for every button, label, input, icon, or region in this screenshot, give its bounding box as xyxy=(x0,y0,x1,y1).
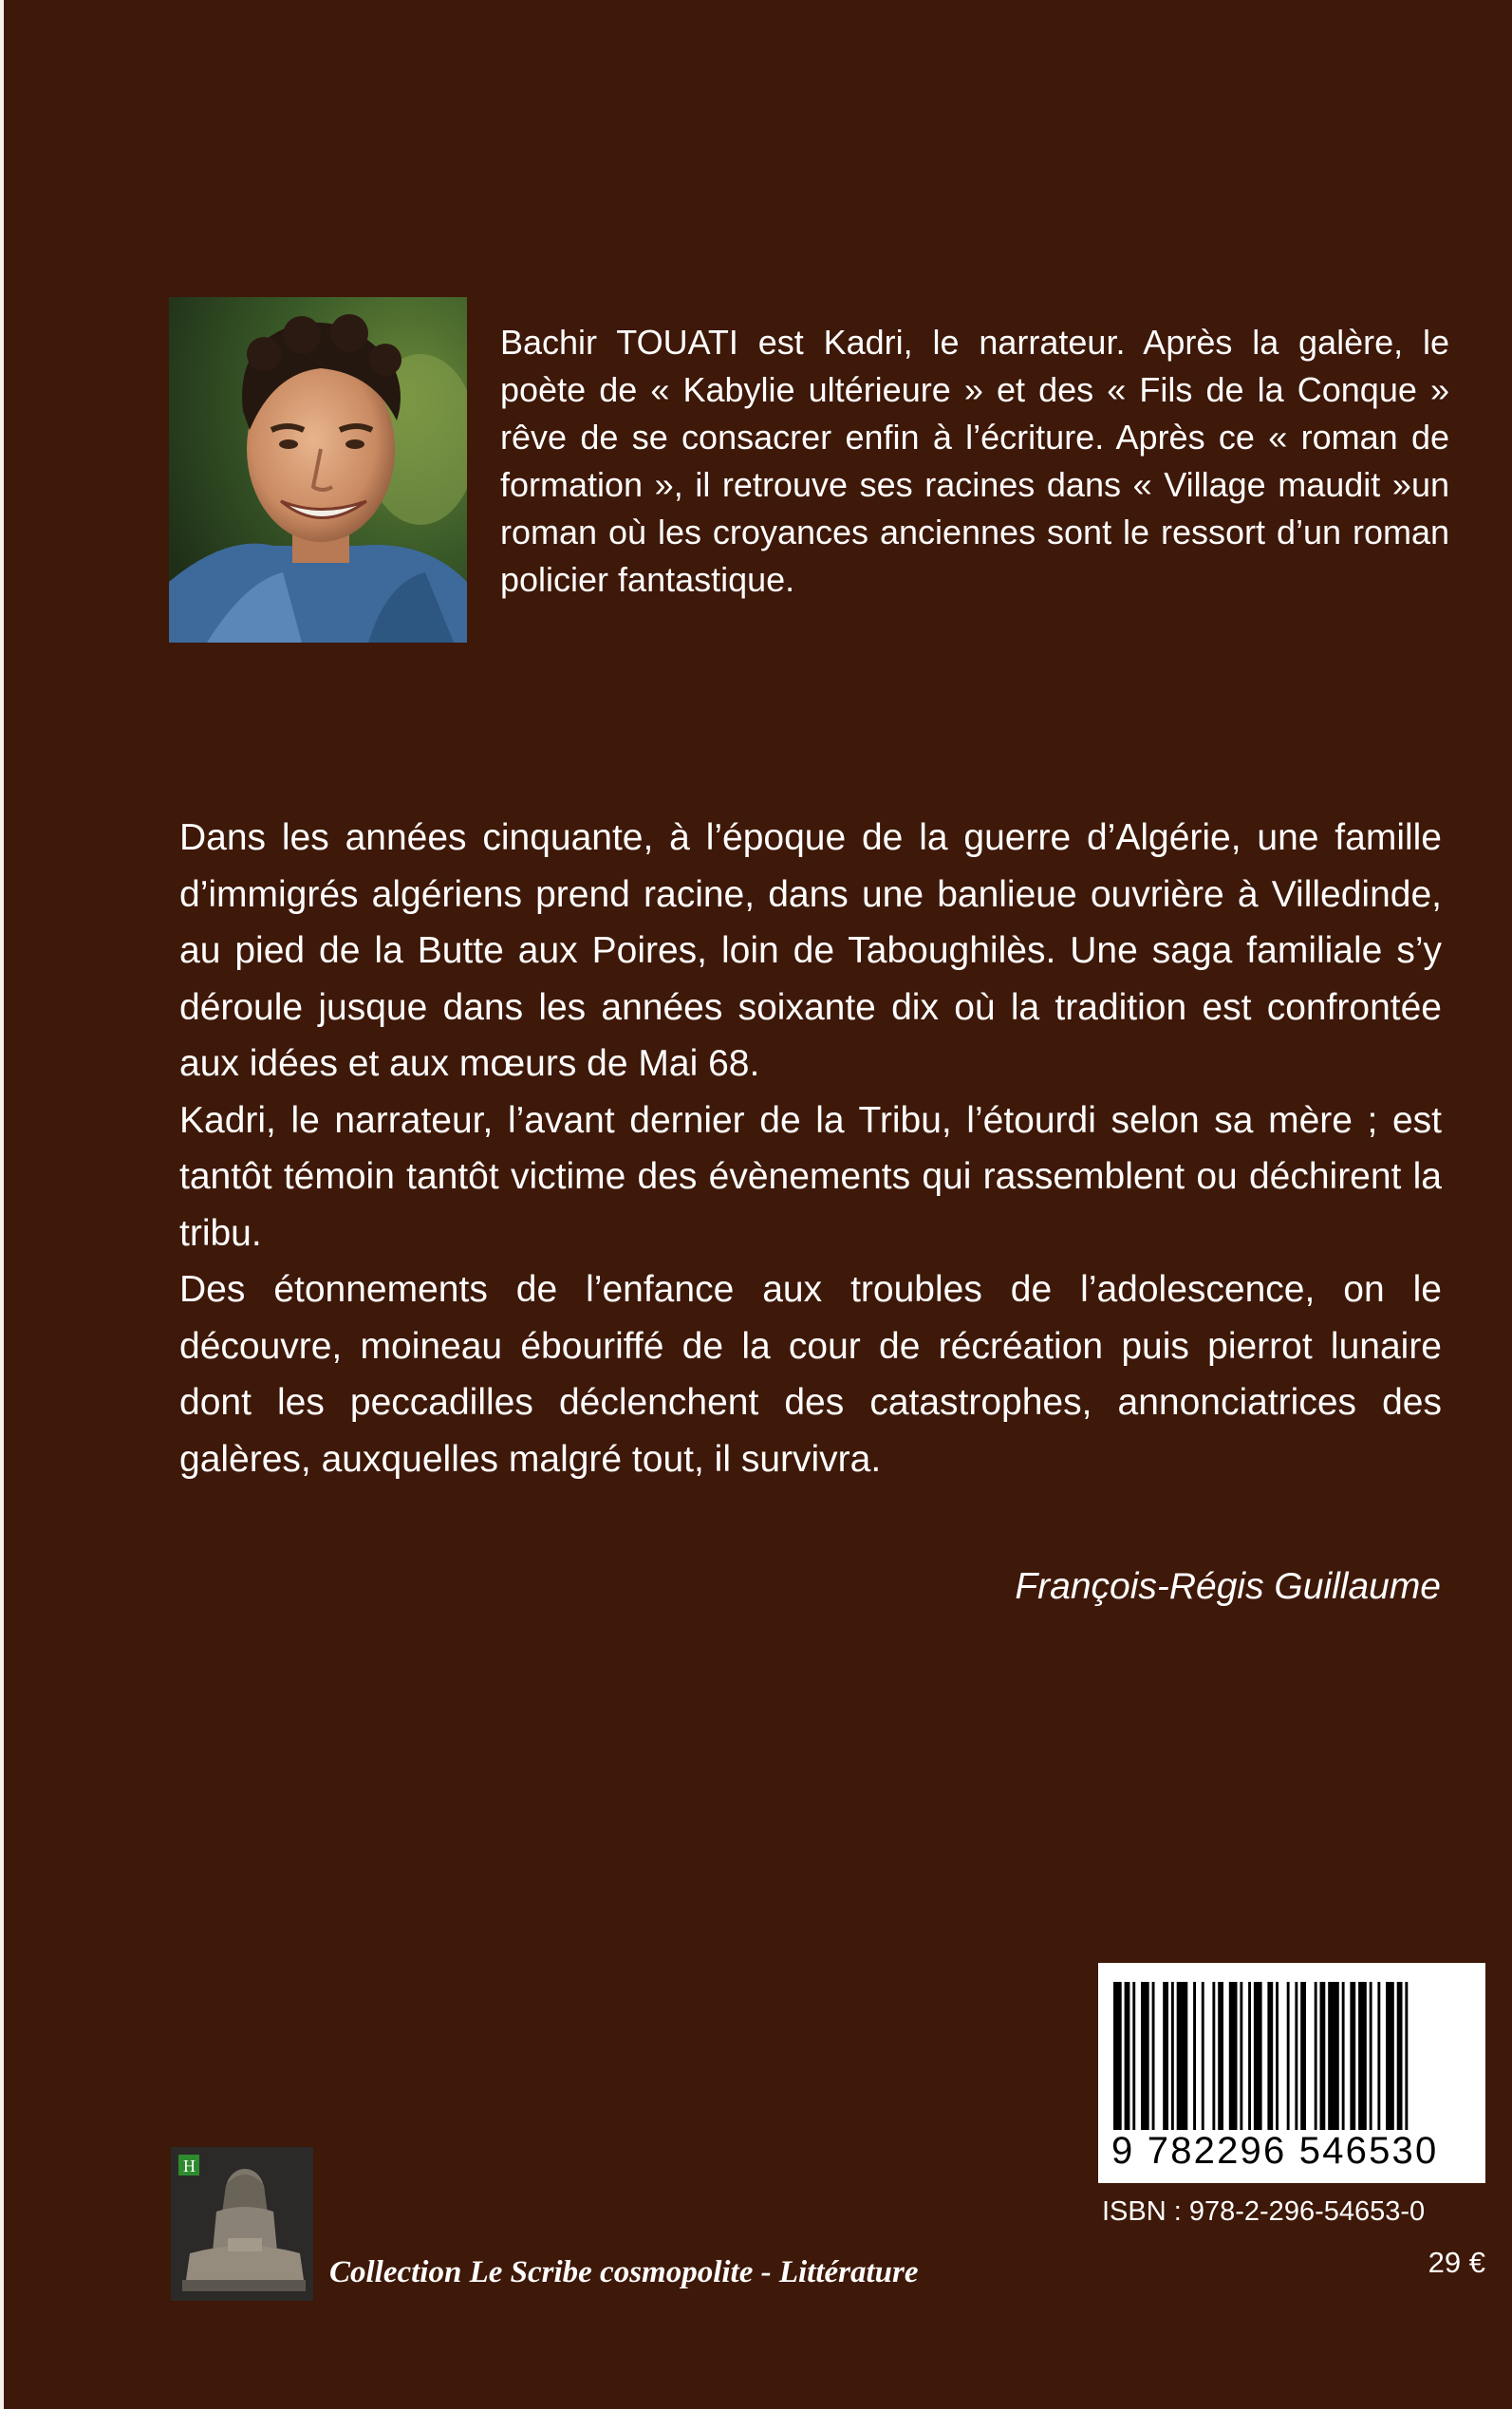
barcode-bar xyxy=(1377,1982,1380,2141)
cover-edge xyxy=(0,0,4,2409)
barcode-bar xyxy=(1315,1982,1317,2141)
barcode-bar xyxy=(1370,1982,1372,2141)
barcode-bar xyxy=(1240,1982,1242,2141)
collection-title: Collection Le Scribe cosmopolite - Littérature xyxy=(329,2255,919,2289)
author-bio: Bachir TOUATI est Kadri, le narrateur. Après la galère, le poète de « Kabylie ultérieure » et des « Fils de la Conque » rêve de se consacrer enfin à l’écriture. Après ce « roman de formation », il retrouve ses racines dans « Village maudit »un roman où les croyances anciennes sont le ressort d’un roman policier fantastique. xyxy=(500,323,1449,599)
summary-paragraph: Kadri, le narrateur, l’avant dernier de la Tribu, l’étourdi selon sa mère ; est tantôt témoin tantôt victime des évènements qui rassemblent ou déchirent la tribu. xyxy=(179,1099,1442,1254)
author-photo xyxy=(169,297,467,643)
barcode-bar xyxy=(1295,1982,1297,2141)
barcode-bar xyxy=(1267,1982,1273,2141)
book-summary xyxy=(179,810,1442,1487)
summary-paragraph: Dans les années cinquante, à l’époque de la guerre d’Algérie, une famille d’immigrés algériens prend racine, dans une banlieue ouvrière à Villedinde, au pied de la Butte aux Poires, loin de Taboughilès. Une saga familiale s’y déroule jusque dans les années soixante dix où la tradition est confrontée aux idées et aux mœurs de Mai 68. xyxy=(179,817,1442,1084)
barcode-bar xyxy=(1300,1982,1306,2141)
barcode-bar xyxy=(1342,1982,1345,2141)
barcode-bar xyxy=(1202,1982,1204,2141)
barcode-bar xyxy=(1152,1982,1155,2141)
barcode-bar xyxy=(1287,1982,1290,2141)
barcode-bar xyxy=(1397,1982,1403,2141)
price: 29 € xyxy=(1428,2246,1485,2279)
barcode-bar xyxy=(1212,1982,1215,2141)
barcode-bar xyxy=(1320,1982,1326,2141)
barcode-bar xyxy=(1171,1982,1174,2141)
isbn: ISBN : 978-2-296-54653-0 xyxy=(1102,2196,1426,2227)
publisher-mark: H xyxy=(183,2157,196,2176)
barcode-bar xyxy=(1229,1982,1238,2141)
barcode-bar xyxy=(1193,1982,1196,2141)
barcode-bar xyxy=(1177,1982,1188,2141)
summary-signature: François-Régis Guillaume xyxy=(1015,1566,1441,1607)
barcode-bar xyxy=(1328,1982,1339,2141)
barcode-bar xyxy=(1358,1982,1367,2141)
barcode-bar xyxy=(1350,1982,1355,2141)
barcode-bar xyxy=(1276,1982,1279,2141)
collection-logo xyxy=(171,2147,313,2301)
barcode-bar xyxy=(1218,1982,1223,2141)
barcode-bar xyxy=(1386,1982,1394,2141)
barcode-bar xyxy=(1141,1982,1149,2141)
summary-paragraph: Des étonnements de l’enfance aux troubles de l’adolescence, on le découvre, moineau ébouriffé de la cour de récréation puis pierrot lunaire dont les peccadilles déclenchent des catastrophes, annonciatrices des galères, auxquelles malgré tout, il survivra. xyxy=(179,1269,1442,1480)
barcode-bar xyxy=(1132,1982,1135,2141)
barcode-bar xyxy=(1248,1982,1251,2141)
barcode-bar xyxy=(1163,1982,1168,2141)
barcode-digits: 9 782296 546530 xyxy=(1111,2130,1477,2173)
